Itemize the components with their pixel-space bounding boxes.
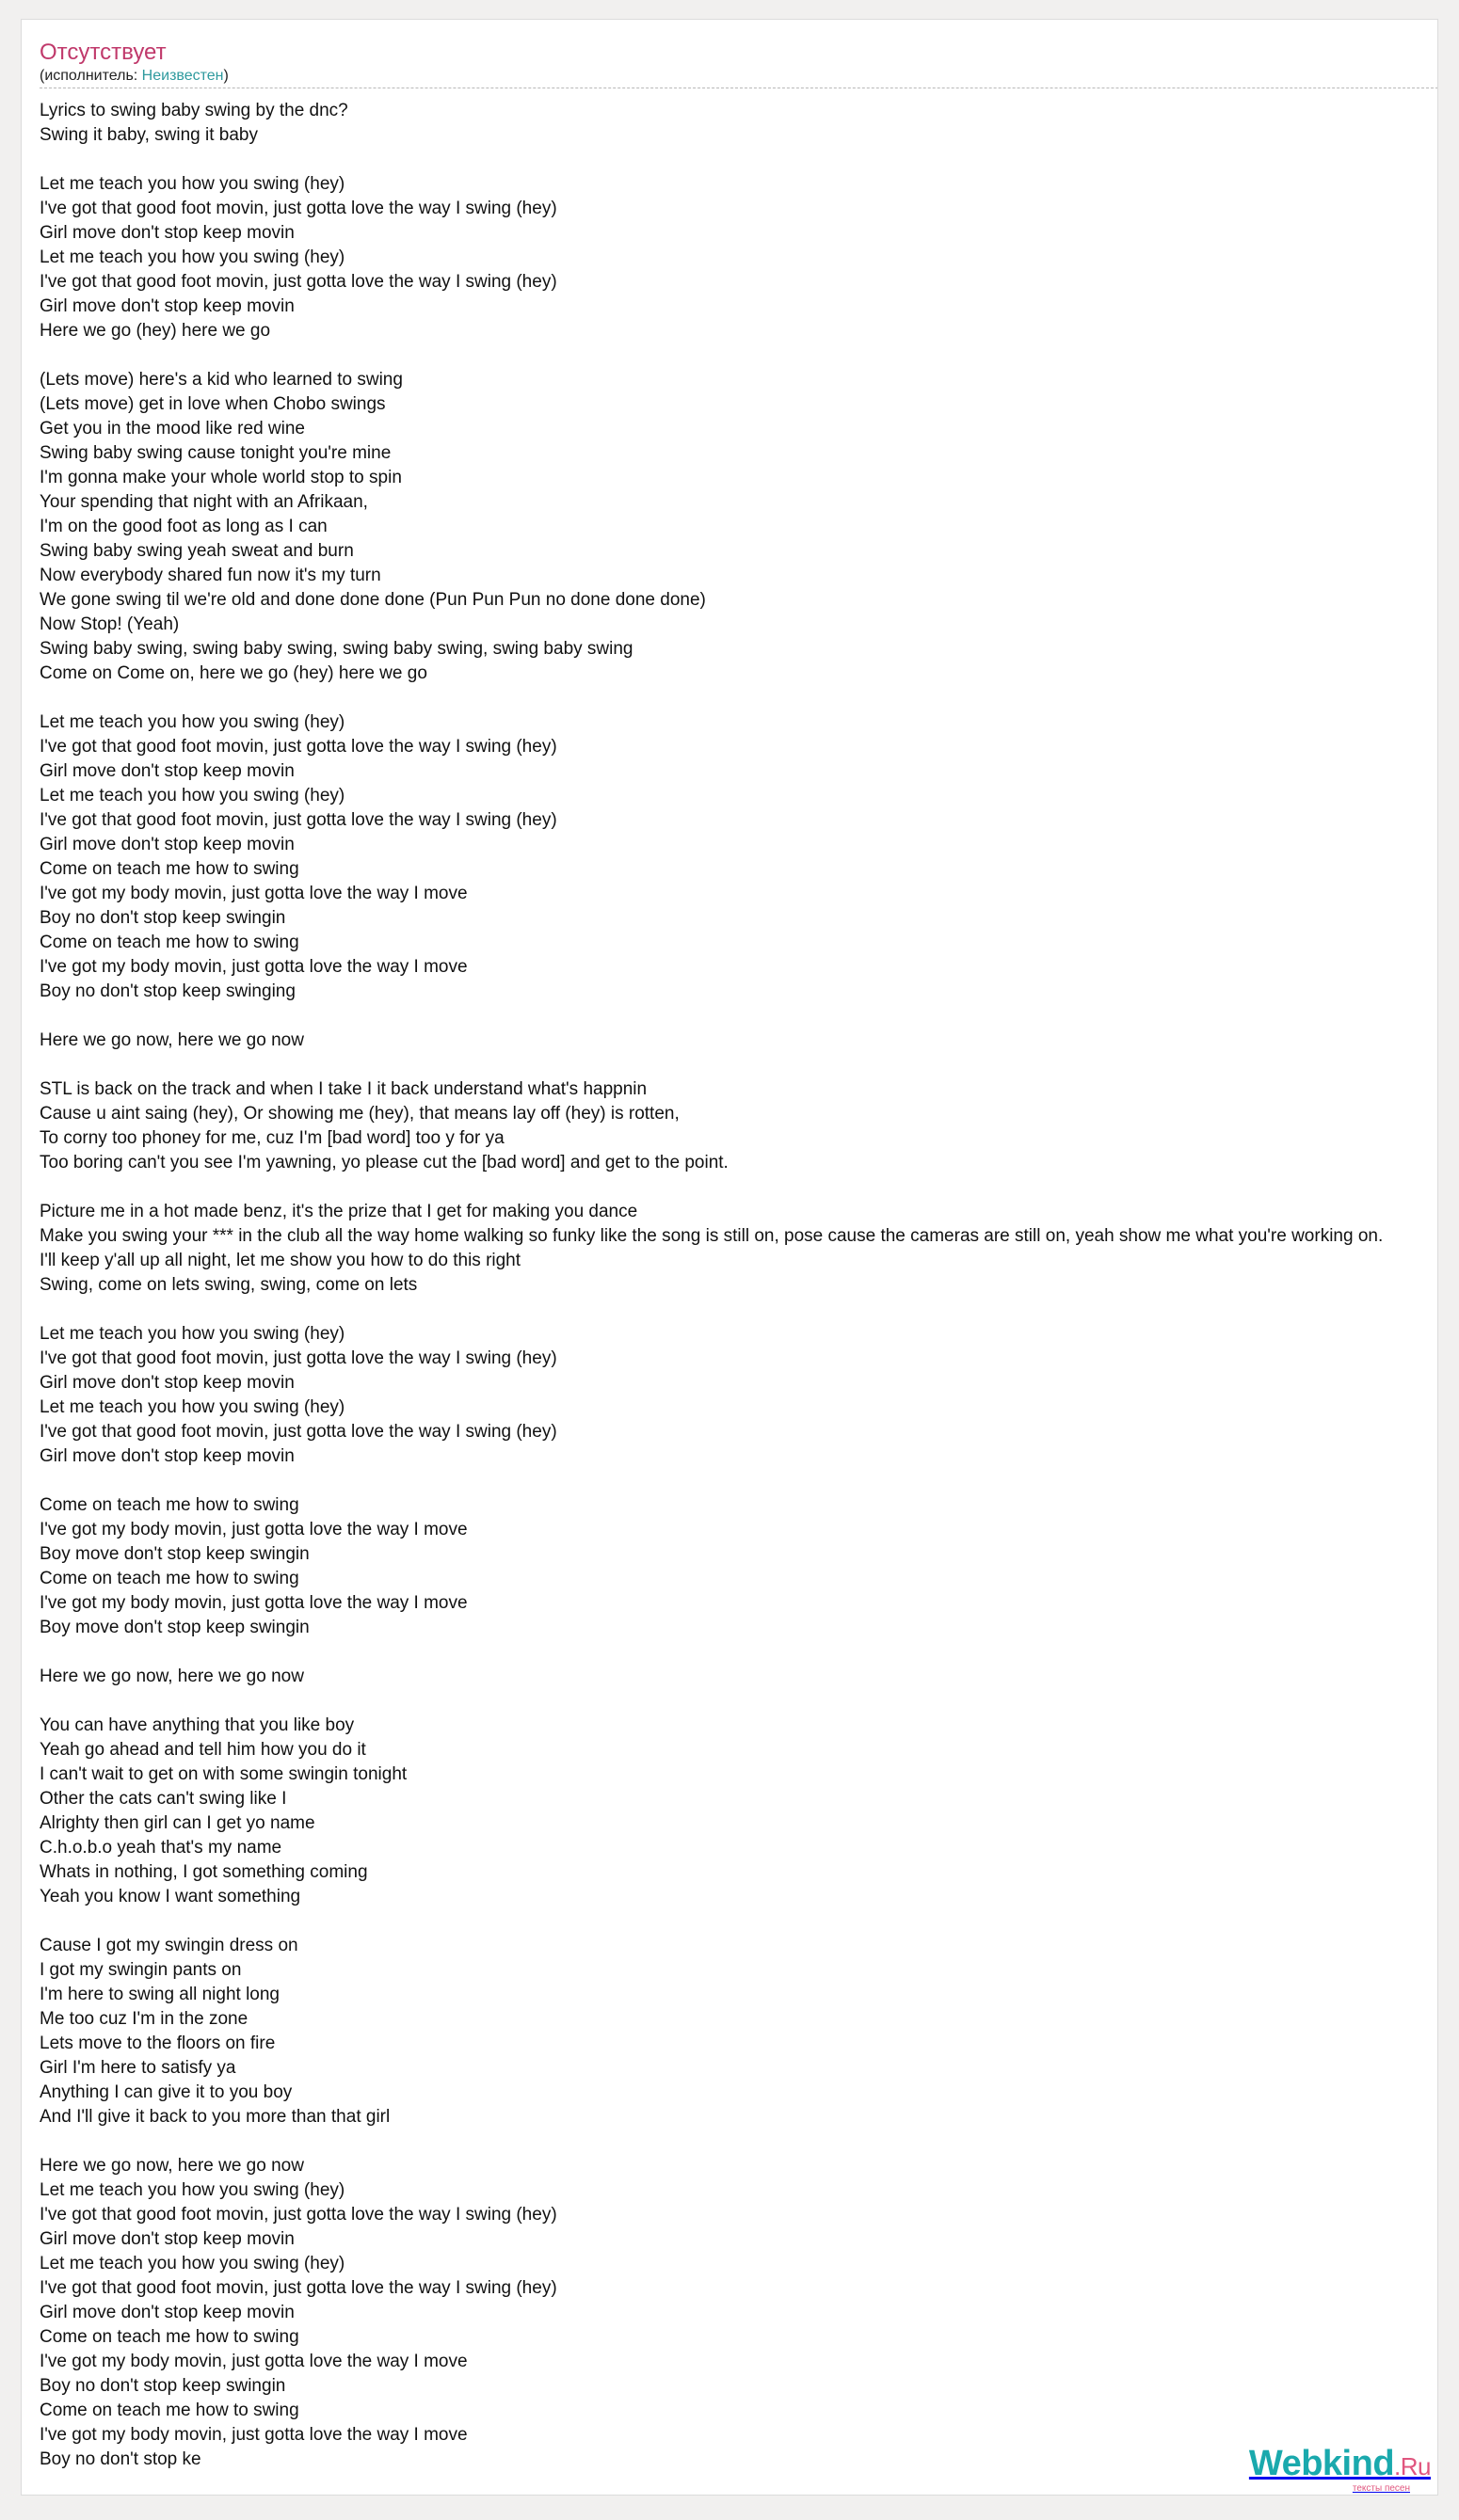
brand-name: Webkind xyxy=(1248,2444,1395,2483)
artist-suffix: ) xyxy=(223,68,229,84)
artist-link[interactable]: Неизвестен xyxy=(141,68,224,84)
song-title: Отсутствует xyxy=(40,40,167,65)
brand-tld: .Ru xyxy=(1394,2452,1431,2480)
artist-prefix: (исполнитель: xyxy=(40,68,142,84)
artist-line xyxy=(40,67,229,86)
lyrics-card xyxy=(21,19,1438,2496)
site-logo[interactable] xyxy=(1249,2446,1431,2494)
lyrics-text: Lyrics to swing baby swing by the dnc? Swing it baby, swing it baby Let me teach you how you swing (hey) I've got that good foot movin, just gotta love the way I swing (hey) Girl move don't stop keep movin Let me teach you how you swing (hey) I've got that good foot movin, just gotta love the way I swing (hey) Girl move don't stop keep movin Here we go (hey) here we go (Lets move) here's a kid who learned to swing (Lets move) get in love when Chobo swings Get you in the mood like red wine Swing baby swing cause tonight you're mine I'm gonna make your whole world stop to spin Your spending that night with an Afrikaan, I'm on the good foot as long as I can Swing baby swing yeah sweat and burn Now everybody shared fun now it's my turn We gone swing til we're old and done done done (Pun Pun Pun no done done done) Now Stop! (Yeah) Swing baby swing, swing baby swing, swing baby swing, swing baby swing Come on Come on, here we go (hey) here we go Let me teach you how you swing (hey) I've got that good foot movin, just gotta love the way I swing (hey) Girl move don't stop keep movin Let me teach you how you swing (hey) I've got that good foot movin, just gotta love the way I swing (hey) Girl move don't stop keep movin Come on teach me how to swing I've got my body movin, just gotta love the way I move Boy no don't stop keep swingin Come on teach me how to swing I've got my body movin, just gotta love the way I move Boy no don't stop keep swinging Here we go now, here we go now STL is back on the track and when I take I it back understand what's happnin Cause u aint saing (hey), Or showing me (hey), that means lay off (hey) is rotten, To corny too phoney for me, cuz I'm [bad word] too y for ya Too boring can't you see I'm yawning, yo please cut the [bad word] and get to the point. Picture me in a hot made benz, it's the prize that I get for making you dance Make you swing your *** in the club all the way home walking so funky like the song is still on, pose cause the cameras are still on, yeah show me what you're working on. I'll keep y'all up all night, let me show you how to do this right Swing, come on lets swing, swing, come on lets Let me teach you how you swing (hey) I've got that good foot movin, just gotta love the way I swing (hey) Girl move don't stop keep movin Let me teach you how you swing (hey) I've got that good foot movin, just gotta love the way I swing (hey) Girl move don't stop keep movin Come on teach me how to swing I've got my body movin, just gotta love the way I move Boy move don't stop keep swingin Come on teach me how to swing I've got my body movin, just gotta love the way I move Boy move don't stop keep swingin Here we go now, here we go now You can have anything that you like boy Yeah go ahead and tell him how you do it I can't wait to get on with some swingin tonight Other the cats can't swing like I Alrighty then girl can I get yo name C.h.o.b.o yeah that's my name Whats in nothing, I got something coming Yeah you know I want something Cause I got my swingin dress on I got my swingin pants on I'm here to swing all night long Me too cuz I'm in the zone Lets move to the floors on fire Girl I'm here to satisfy ya Anything I can give it to you boy And I'll give it back to you more than that girl Here we go now, here we go now Let me teach you how you swing (hey) I've got that good foot movin, just gotta love the way I swing (hey) Girl move don't stop keep movin Let me teach you how you swing (hey) I've got that good foot movin, just gotta love the way I swing (hey) Girl move don't stop keep movin Come on teach me how to swing I've got my body movin, just gotta love the way I move Boy no don't stop keep swingin Come on teach me how to swing I've got my body movin, just gotta love the way I move Boy no don't stop ke xyxy=(40,101,1384,2469)
brand-tagline: тексты песен xyxy=(1352,2483,1410,2494)
brand-wordmark xyxy=(1249,2446,1431,2484)
